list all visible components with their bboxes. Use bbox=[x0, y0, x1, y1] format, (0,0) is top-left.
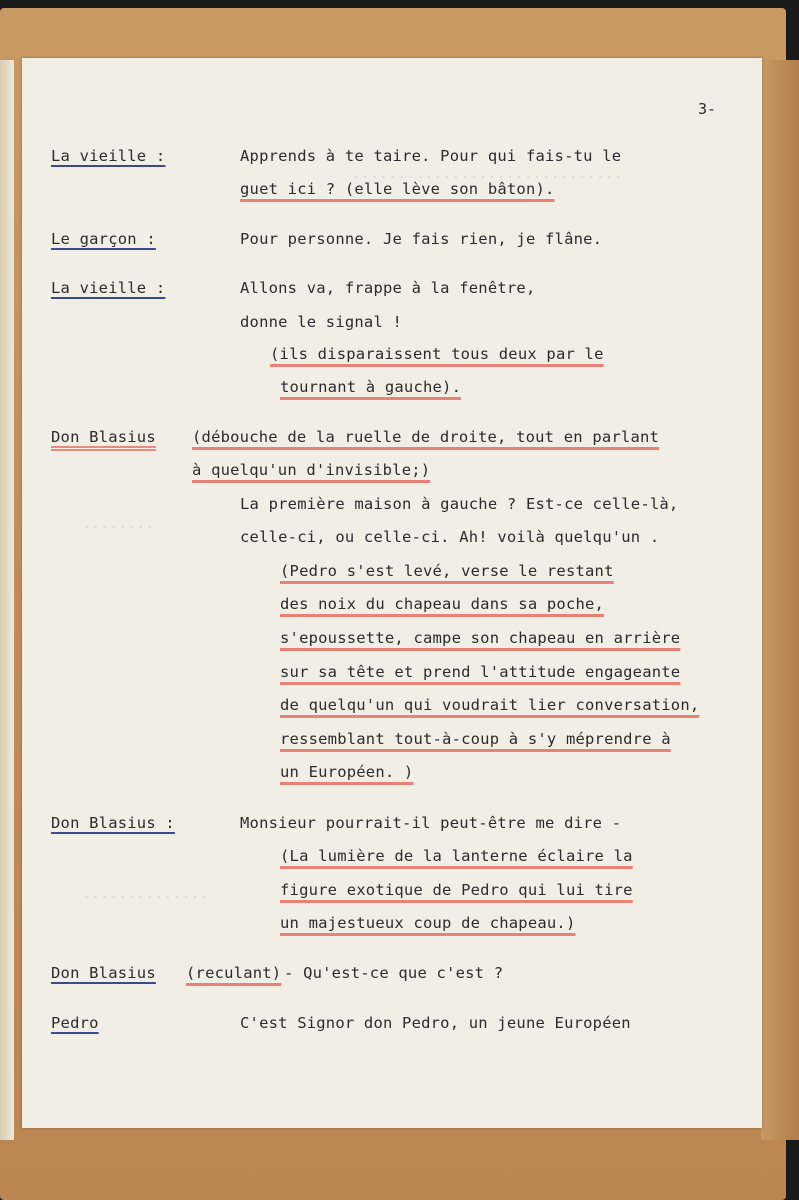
bleed-through-text: ·············· bbox=[82, 888, 209, 906]
speaker-name: Don Blasius bbox=[51, 964, 156, 982]
cardboard-edge bbox=[761, 60, 799, 1140]
page-number: 3- bbox=[698, 100, 717, 118]
stage-direction-line: guet ici ? (elle lève son bâton). bbox=[240, 180, 555, 198]
dialogue-line: donne le signal ! bbox=[240, 313, 403, 331]
typescript-page bbox=[22, 58, 762, 1128]
stage-direction-line: un Européen. ) bbox=[280, 763, 414, 781]
speaker-name: Pedro bbox=[51, 1014, 99, 1032]
speaker-name: La vieille : bbox=[51, 147, 166, 165]
dialogue-line: La première maison à gauche ? Est-ce celle-là, bbox=[240, 495, 679, 513]
dialogue-line: Monsieur pourrait-il peut-être me dire - bbox=[240, 814, 622, 832]
stage-direction-line: à quelqu'un d'invisible;) bbox=[192, 461, 431, 479]
stage-direction-inline: (reculant) bbox=[186, 964, 282, 982]
speaker-name: La vieille : bbox=[51, 279, 166, 297]
dialogue-line: celle-ci, ou celle-ci. Ah! voilà quelqu'un . bbox=[240, 528, 660, 546]
speaker-name: Don Blasius bbox=[51, 428, 156, 446]
stage-direction-line: (débouche de la ruelle de droite, tout en parlant bbox=[192, 428, 660, 446]
stage-direction-line: (ils disparaissent tous deux par le bbox=[270, 345, 604, 363]
stage-direction-line: s'epoussette, campe son chapeau en arrière bbox=[280, 629, 681, 647]
dialogue-line: Allons va, frappe à la fenêtre, bbox=[240, 279, 536, 297]
dialogue-line: Pour personne. Je fais rien, je flâne. bbox=[240, 230, 603, 248]
dialogue-line: Apprends à te taire. Pour qui fais-tu le bbox=[240, 147, 622, 165]
speaker-name: Le garçon : bbox=[51, 230, 156, 248]
stage-direction-line: figure exotique de Pedro qui lui tire bbox=[280, 881, 633, 899]
bleed-through-text: ········ bbox=[82, 518, 155, 536]
stage-direction-line: ressemblant tout-à-coup à s'y méprendre à bbox=[280, 730, 671, 748]
stage-direction-line: un majestueux coup de chapeau.) bbox=[280, 914, 576, 932]
dialogue-line: C'est Signor don Pedro, un jeune Européen bbox=[240, 1014, 631, 1032]
dialogue-line: - Qu'est-ce que c'est ? bbox=[284, 964, 504, 982]
binding-spine bbox=[0, 60, 14, 1140]
stage-direction-line: (La lumière de la lanterne éclaire la bbox=[280, 847, 633, 865]
stage-direction-line: tournant à gauche). bbox=[280, 378, 462, 396]
stage-direction-line: sur sa tête et prend l'attitude engageante bbox=[280, 663, 681, 681]
stage-direction-line: de quelqu'un qui voudrait lier conversation, bbox=[280, 696, 700, 714]
speaker-name: Don Blasius : bbox=[51, 814, 175, 832]
bleed-through-text: ······························ bbox=[352, 168, 623, 186]
stage-direction-line: (Pedro s'est levé, verse le restant bbox=[280, 562, 614, 580]
stage-direction-line: des noix du chapeau dans sa poche, bbox=[280, 595, 605, 613]
